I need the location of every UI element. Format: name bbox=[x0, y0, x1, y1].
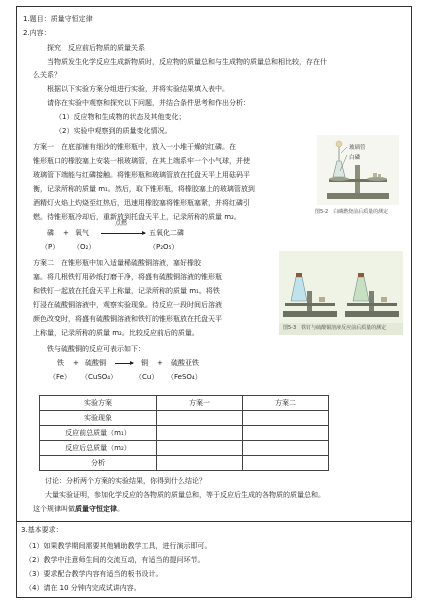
eq1-formula-p: （P） bbox=[41, 243, 60, 251]
figure2-caption: 图5-3 铁钉与硫酸铜溶液反应前后质量的测定 bbox=[283, 325, 387, 331]
plan1-line: 衡，记录所称的质量 m₁。然后，取下锥形瓶，将橡胶塞上的玻璃管放到 bbox=[33, 185, 255, 193]
section1-value: 质量守恒定律 bbox=[50, 15, 93, 23]
eq2-formula-fe: （Fe） bbox=[49, 373, 71, 381]
eq1-arrow bbox=[101, 233, 145, 234]
requirements-frame bbox=[16, 522, 412, 598]
requirement-item: （1）如果教学期间需要其他辅助教学工具，进行演示即可。 bbox=[25, 542, 212, 550]
eq1-formula-o2: （O₂） bbox=[73, 243, 96, 251]
section3-label: 3.基本要求： bbox=[21, 526, 63, 534]
requirement-item: （2）教学中注意师生间的交流互动，有适当的提问环节。 bbox=[25, 556, 205, 564]
table-row bbox=[40, 441, 329, 456]
content-frame bbox=[16, 6, 412, 522]
plan2-line: 钉浸在硫酸铜溶液中，观察实验现象。待反应一段时间后溶液 bbox=[33, 301, 222, 309]
table-cell: 实验现象 bbox=[40, 411, 157, 426]
eq2-word-fe: 铁 bbox=[57, 359, 64, 367]
table-cell bbox=[157, 411, 243, 426]
plan1-line: 方案一 在底部铺有细沙的锥形瓶中，放入一小堆干燥的红磷。在 bbox=[33, 143, 236, 151]
table-cell: 反应后总质量（m₂） bbox=[40, 441, 157, 456]
table-row bbox=[40, 426, 329, 441]
eq1-condition: 点燃 bbox=[115, 220, 128, 227]
requirement-item: （4）请在 10 分钟内完成试讲内容。 bbox=[25, 584, 141, 592]
eq1-formula-p2o5: （P₂O₅） bbox=[149, 243, 179, 251]
eq2-word-cu: 铜 bbox=[141, 359, 148, 367]
conclusion-line: 大量实验证明，参加化学反应的各物质的质量总和，等于反应后生成的各物质的质量总和。 bbox=[45, 491, 325, 499]
intro-line: 根据以下实验方案分组进行实验，并将实验结果填入表中。 bbox=[47, 85, 229, 93]
plan1-line: 玻璃管下端能与红磷接触。将锥形瓶和玻璃管放在托盘天平上用砝码平 bbox=[33, 171, 250, 179]
eq2-arrow bbox=[115, 363, 133, 364]
table-cell bbox=[157, 426, 243, 441]
section1-label: 1.题目： bbox=[23, 15, 51, 23]
eq2-intro: 铁与硫酸铜的反应可表示如下： bbox=[47, 345, 145, 353]
intro-line: （1）反应物和生成物的状态及其他变化； bbox=[55, 113, 186, 121]
conclusion-term: 质量守恒定律 bbox=[75, 505, 117, 513]
table-cell: 分析 bbox=[40, 456, 157, 471]
plan2-line: 和铁钉一起放在托盘天平上称量，记录所称的质量 m₁。将铁 bbox=[33, 287, 220, 295]
section2-label: 2.内容： bbox=[23, 29, 51, 37]
plan1-line: 锥形瓶口的橡胶塞上安装一根玻璃管，在其上端系牢一个小气球，并使 bbox=[33, 157, 250, 165]
eq2-plus-1: + bbox=[73, 359, 79, 367]
eq2-formula-cuso4: （CuSO₄） bbox=[81, 373, 118, 381]
balance-figure-2 bbox=[279, 251, 403, 335]
eq2-plus-2: + bbox=[157, 359, 163, 367]
eq1-word-p2o5: 五氧化二磷 bbox=[149, 229, 184, 237]
plan2-line: 方案二 在锥形瓶中加入适量稀硫酸铜溶液，塞好橡胶 bbox=[33, 259, 201, 267]
table-row bbox=[40, 456, 329, 471]
eq2-formula-feso4: （FeSO₄） bbox=[167, 373, 202, 381]
conclusion-prefix: 这个规律叫做 bbox=[33, 505, 75, 513]
results-table bbox=[39, 395, 329, 471]
figure1-label-phosphorus: 白磷 bbox=[349, 155, 361, 161]
table-cell: 反应前总质量（m₁） bbox=[40, 426, 157, 441]
plan2-line: 塞。将几根铁钉用砂纸打磨干净，将盛有硫酸铜溶液的锥形瓶 bbox=[33, 273, 222, 281]
inquiry-title: 探究 反应前后物质的质量关系 bbox=[47, 44, 145, 52]
figure1-caption: 图5-2 白磷燃烧前后质量的测定 bbox=[315, 209, 389, 215]
intro-line: 请你在实验中观察和探究以下问题，并结合条件思考和作出分析： bbox=[47, 99, 250, 107]
section1-line bbox=[23, 15, 93, 24]
conclusion-end: 。 bbox=[117, 505, 124, 513]
table-cell bbox=[243, 456, 329, 471]
intro-line: 当物质发生化学反应生成新物质时，反应物的质量总和与生成物的质量总和相比较，存在什 bbox=[47, 58, 327, 66]
eq1-word-o2: 氧气 bbox=[75, 229, 89, 237]
plan2-line: 上称量，记录所称的质量 m₂。比较反应前后的质量。 bbox=[33, 329, 199, 337]
conclusion-line-2 bbox=[33, 505, 124, 514]
table-header-cell: 方案一 bbox=[157, 396, 243, 411]
eq2-word-cuso4: 硫酸铜 bbox=[85, 359, 106, 367]
plan1-line: 燃。待锥形瓶冷却后，重新放到托盘天平上，记录所称的质量 m₂。 bbox=[33, 213, 241, 221]
eq1-word-p: 磷 bbox=[47, 229, 54, 237]
eq1-plus: + bbox=[63, 229, 69, 237]
intro-line: 么关系？ bbox=[33, 71, 61, 79]
table-header-cell: 实验方案 bbox=[40, 396, 157, 411]
eq2-formula-cu: （Cu） bbox=[135, 373, 159, 381]
figure1-label-tube: 玻璃管 bbox=[349, 145, 366, 151]
plan1-line: 酒精灯火焰上灼烧至红热后，迅速用橡胶塞将锥形瓶塞紧，并将红磷引 bbox=[33, 199, 250, 207]
plan2-line: 颜色改变时，将盛有硫酸铜溶液和铁钉的锥形瓶放在托盘天平 bbox=[33, 315, 222, 323]
requirement-item: （3）要求配合教学内容有适当的板书设计。 bbox=[25, 570, 163, 578]
discussion-line: 讨论：分析两个方案的实验结果，你得到什么结论？ bbox=[45, 477, 206, 485]
table-row bbox=[40, 411, 329, 426]
eq2-word-feso4: 硫酸亚铁 bbox=[171, 359, 199, 367]
intro-line: （2）实验中观察到的质量变化情况。 bbox=[55, 127, 172, 135]
table-header-cell: 方案二 bbox=[243, 396, 329, 411]
table-cell bbox=[243, 441, 329, 456]
table-header-row bbox=[40, 396, 329, 411]
table-cell bbox=[243, 426, 329, 441]
table-cell bbox=[243, 411, 329, 426]
table-cell bbox=[157, 456, 243, 471]
table-cell bbox=[157, 441, 243, 456]
